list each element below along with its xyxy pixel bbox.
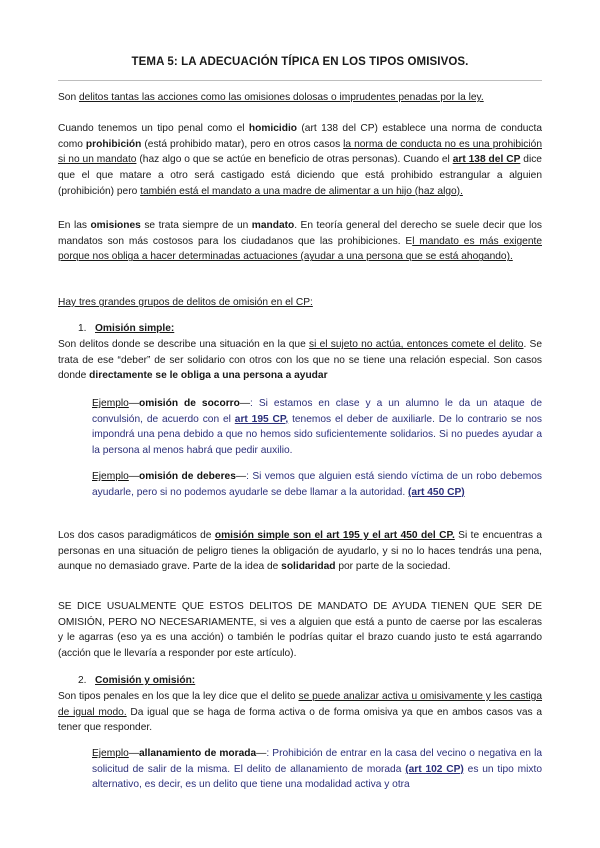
example-omission-of-help: Ejemplo—omisión de socorro—: Si estamos en clase y a un alumno le da un ataque de convulsión, de acuerdo con el art 195 CP, tenemos el deber de auxiliarle. De lo contrario se nos impondrá una pena debido a que no hemos sido suficientemente solidarios. Si no puedes ayudar a la persona al menos habrá que pedir auxilio. — [92, 398, 542, 457]
usually-said-paragraph: SE DICE USUALMENTE QUE ESTOS DELITOS DE MANDATO DE AYUDA TIENEN QUE SER DE OMISIÓN, PERO NO NECESARIAMENTE, si ves a alguien que está a punto de caerse por las escaleras y le agarras (eso ya es una acción) o también le podrías quitar el brazo cuando justo te está agarrando (acción que le llevaría a responder por este artículo). — [58, 601, 542, 660]
example-trespass: Ejemplo—allanamiento de morada—: Prohibición de entrar en la casa del vecino o negativa en la solicitud de salir de la misma. El delito de allanamiento de morada (art 102 CP) es un tipo mixto alternativo, es decir, es un delito que tiene una modalidad activa y otra — [92, 748, 543, 791]
mandate-paragraph: En las omisiones se trata siempre de un mandato. En teoría general del derecho se suele decir que los mandatos son más costosos para los ciudadanos que las prohibiciones. El mandato es más exigente porque nos obliga a hacer determinadas actuaciones (ayudar a una persona que se está ahogando). — [58, 220, 542, 263]
paradigmatic-cases-paragraph: Los dos casos paradigmáticos de omisión simple son el art 195 y el art 450 del CP. Si te encuentras a personas en una situación de peligro tienes la obligación de ayudarlo, y si no lo haces tendrás una pena, aunque no demasiado grave. Parte de la idea de solidaridad por parte de la sociedad. — [58, 530, 542, 573]
example-omission-of-duties: Ejemplo—omisión de deberes—: Si vemos que alguien está siendo víctima de un robo debemos ayudarle, pero si no podemos ayudarle se debe llamar a la autoridad. (art 450 CP) — [92, 471, 542, 498]
prohibition-paragraph: Cuando tenemos un tipo penal como el homicidio (art 138 del CP) establece una norma de conducta como prohibición (está prohibido matar), pero en otros casos la norma de conducta no es una prohibición si no un mandato (haz algo o que se actúe en beneficio de otras personas). Cuando el art 138 del CP dice que el que matare a otro será castigado está diciendo que está prohibido estrangular a alguien (prohibición) pero también está el mandato a una madre de alimentar a un hijo (haz algo). — [58, 123, 542, 197]
intro-paragraph: Son delitos tantas las acciones como las omisiones dolosas o imprudentes penadas por la ley. — [58, 92, 484, 103]
simple-omission-paragraph: Son delitos donde se describe una situación en la que si el sujeto no actúa, entonces comete el delito. Se trata de ese “deber” de ser solidario con otros con los que no se tiene una relación especial. Son casos donde directamente se le obliga a una persona a ayudar — [58, 339, 542, 382]
section-2-heading: 2. Comisión y omisión: — [78, 675, 196, 686]
groups-heading: Hay tres grandes grupos de delitos de omisión en el CP: — [58, 297, 313, 308]
commission-omission-paragraph: Son tipos penales en los que la ley dice que el delito se puede analizar activa u omisivamente y les castiga de igual modo. Da igual que se haga de forma activa o de forma omisiva ya que en ambos casos vas a tener que responder. — [58, 691, 542, 734]
title-divider — [58, 80, 542, 81]
document-title: TEMA 5: LA ADECUACIÓN TÍPICA EN LOS TIPOS OMISIVOS. — [131, 56, 469, 68]
section-1-heading: 1. Omisión simple: — [78, 323, 175, 334]
